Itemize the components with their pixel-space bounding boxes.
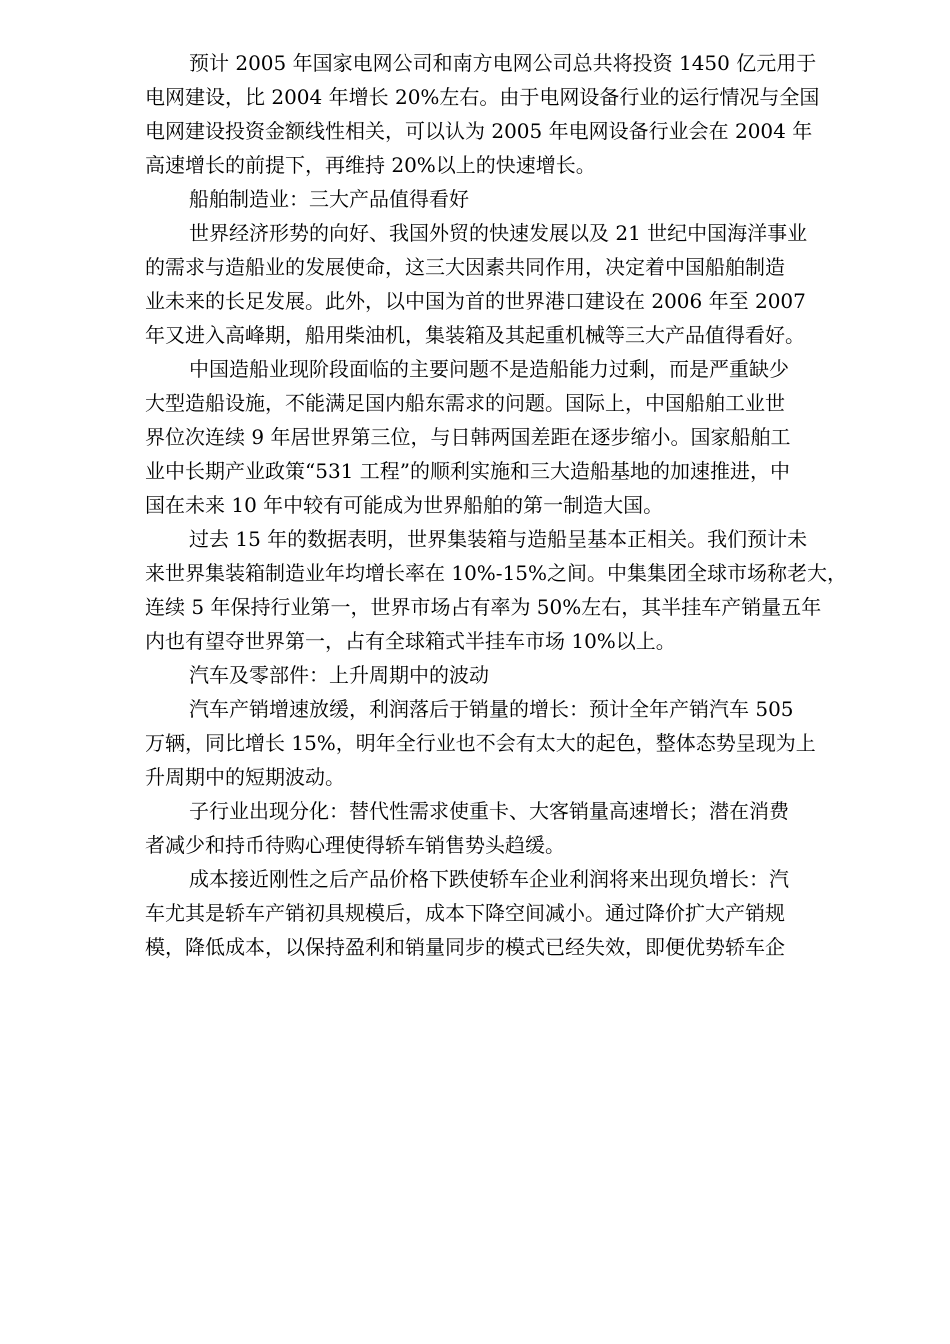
text-line: 电网建设，比 2004 年增长 20%左右。由于电网设备行业的运行情况与全国	[145, 85, 820, 109]
text-line: 汽车产销增速放缓，利润落后于销量的增长：预计全年产销汽车 505	[189, 697, 794, 721]
text-line: 高速增长的前提下，再维持 20%以上的快速增长。	[145, 153, 596, 177]
text-line: 界位次连续 9 年居世界第三位，与日韩两国差距在逐步缩小。国家船舶工	[145, 425, 791, 449]
text-line: 来世界集装箱制造业年均增长率在 10%-15%之间。中集集团全球市场称老大，	[145, 561, 848, 585]
text-line: 内也有望夺世界第一，占有全球箱式半挂车市场 10%以上。	[145, 629, 676, 653]
text-line: 过去 15 年的数据表明，世界集装箱与造船呈基本正相关。我们预计未	[189, 527, 808, 551]
text-line: 电网建设投资金额线性相关，可以认为 2005 年电网设备行业会在 2004 年	[145, 119, 813, 143]
text-line: 者减少和持币待购心理使得轿车销售势头趋缓。	[145, 833, 565, 857]
text-line: 船舶制造业：三大产品值得看好	[189, 187, 469, 211]
text-line: 连续 5 年保持行业第一，世界市场占有率为 50%左右，其半挂车产销量五年	[145, 595, 822, 619]
document-body	[145, 46, 865, 964]
text-line: 业未来的长足发展。此外，以中国为首的世界港口建设在 2006 年至 2007	[145, 289, 806, 313]
text-line: 模，降低成本，以保持盈利和销量同步的模式已经失效，即便优势轿车企	[145, 935, 785, 959]
text-line: 万辆，同比增长 15%，明年全行业也不会有太大的起色，整体态势呈现为上	[145, 731, 816, 755]
text-line: 车尤其是轿车产销初具规模后，成本下降空间减小。通过降价扩大产销规	[145, 901, 785, 925]
text-line: 汽车及零部件：上升周期中的波动	[189, 663, 489, 687]
text-line: 大型造船设施，不能满足国内船东需求的问题。国际上，中国船舶工业世	[145, 391, 785, 415]
text-line: 升周期中的短期波动。	[145, 765, 345, 789]
text-line: 预计 2005 年国家电网公司和南方电网公司总共将投资 1450 亿元用于	[189, 51, 817, 75]
text-line: 年又进入高峰期，船用柴油机，集装箱及其起重机械等三大产品值得看好。	[145, 323, 805, 347]
text-line: 业中长期产业政策“531 工程”的顺利实施和三大造船基地的加速推进，中	[145, 459, 790, 483]
text-line: 的需求与造船业的发展使命，这三大因素共同作用，决定着中国船舶制造	[145, 255, 785, 279]
text-line: 子行业出现分化：替代性需求使重卡、大客销量高速增长；潜在消费	[189, 799, 789, 823]
text-line: 国在未来 10 年中较有可能成为世界船舶的第一制造大国。	[145, 493, 664, 517]
text-line: 成本接近刚性之后产品价格下跌使轿车企业利润将来出现负增长：汽	[189, 867, 789, 891]
text-line: 世界经济形势的向好、我国外贸的快速发展以及 21 世纪中国海洋事业	[189, 221, 808, 245]
text-line: 中国造船业现阶段面临的主要问题不是造船能力过剩，而是严重缺少	[189, 357, 789, 381]
